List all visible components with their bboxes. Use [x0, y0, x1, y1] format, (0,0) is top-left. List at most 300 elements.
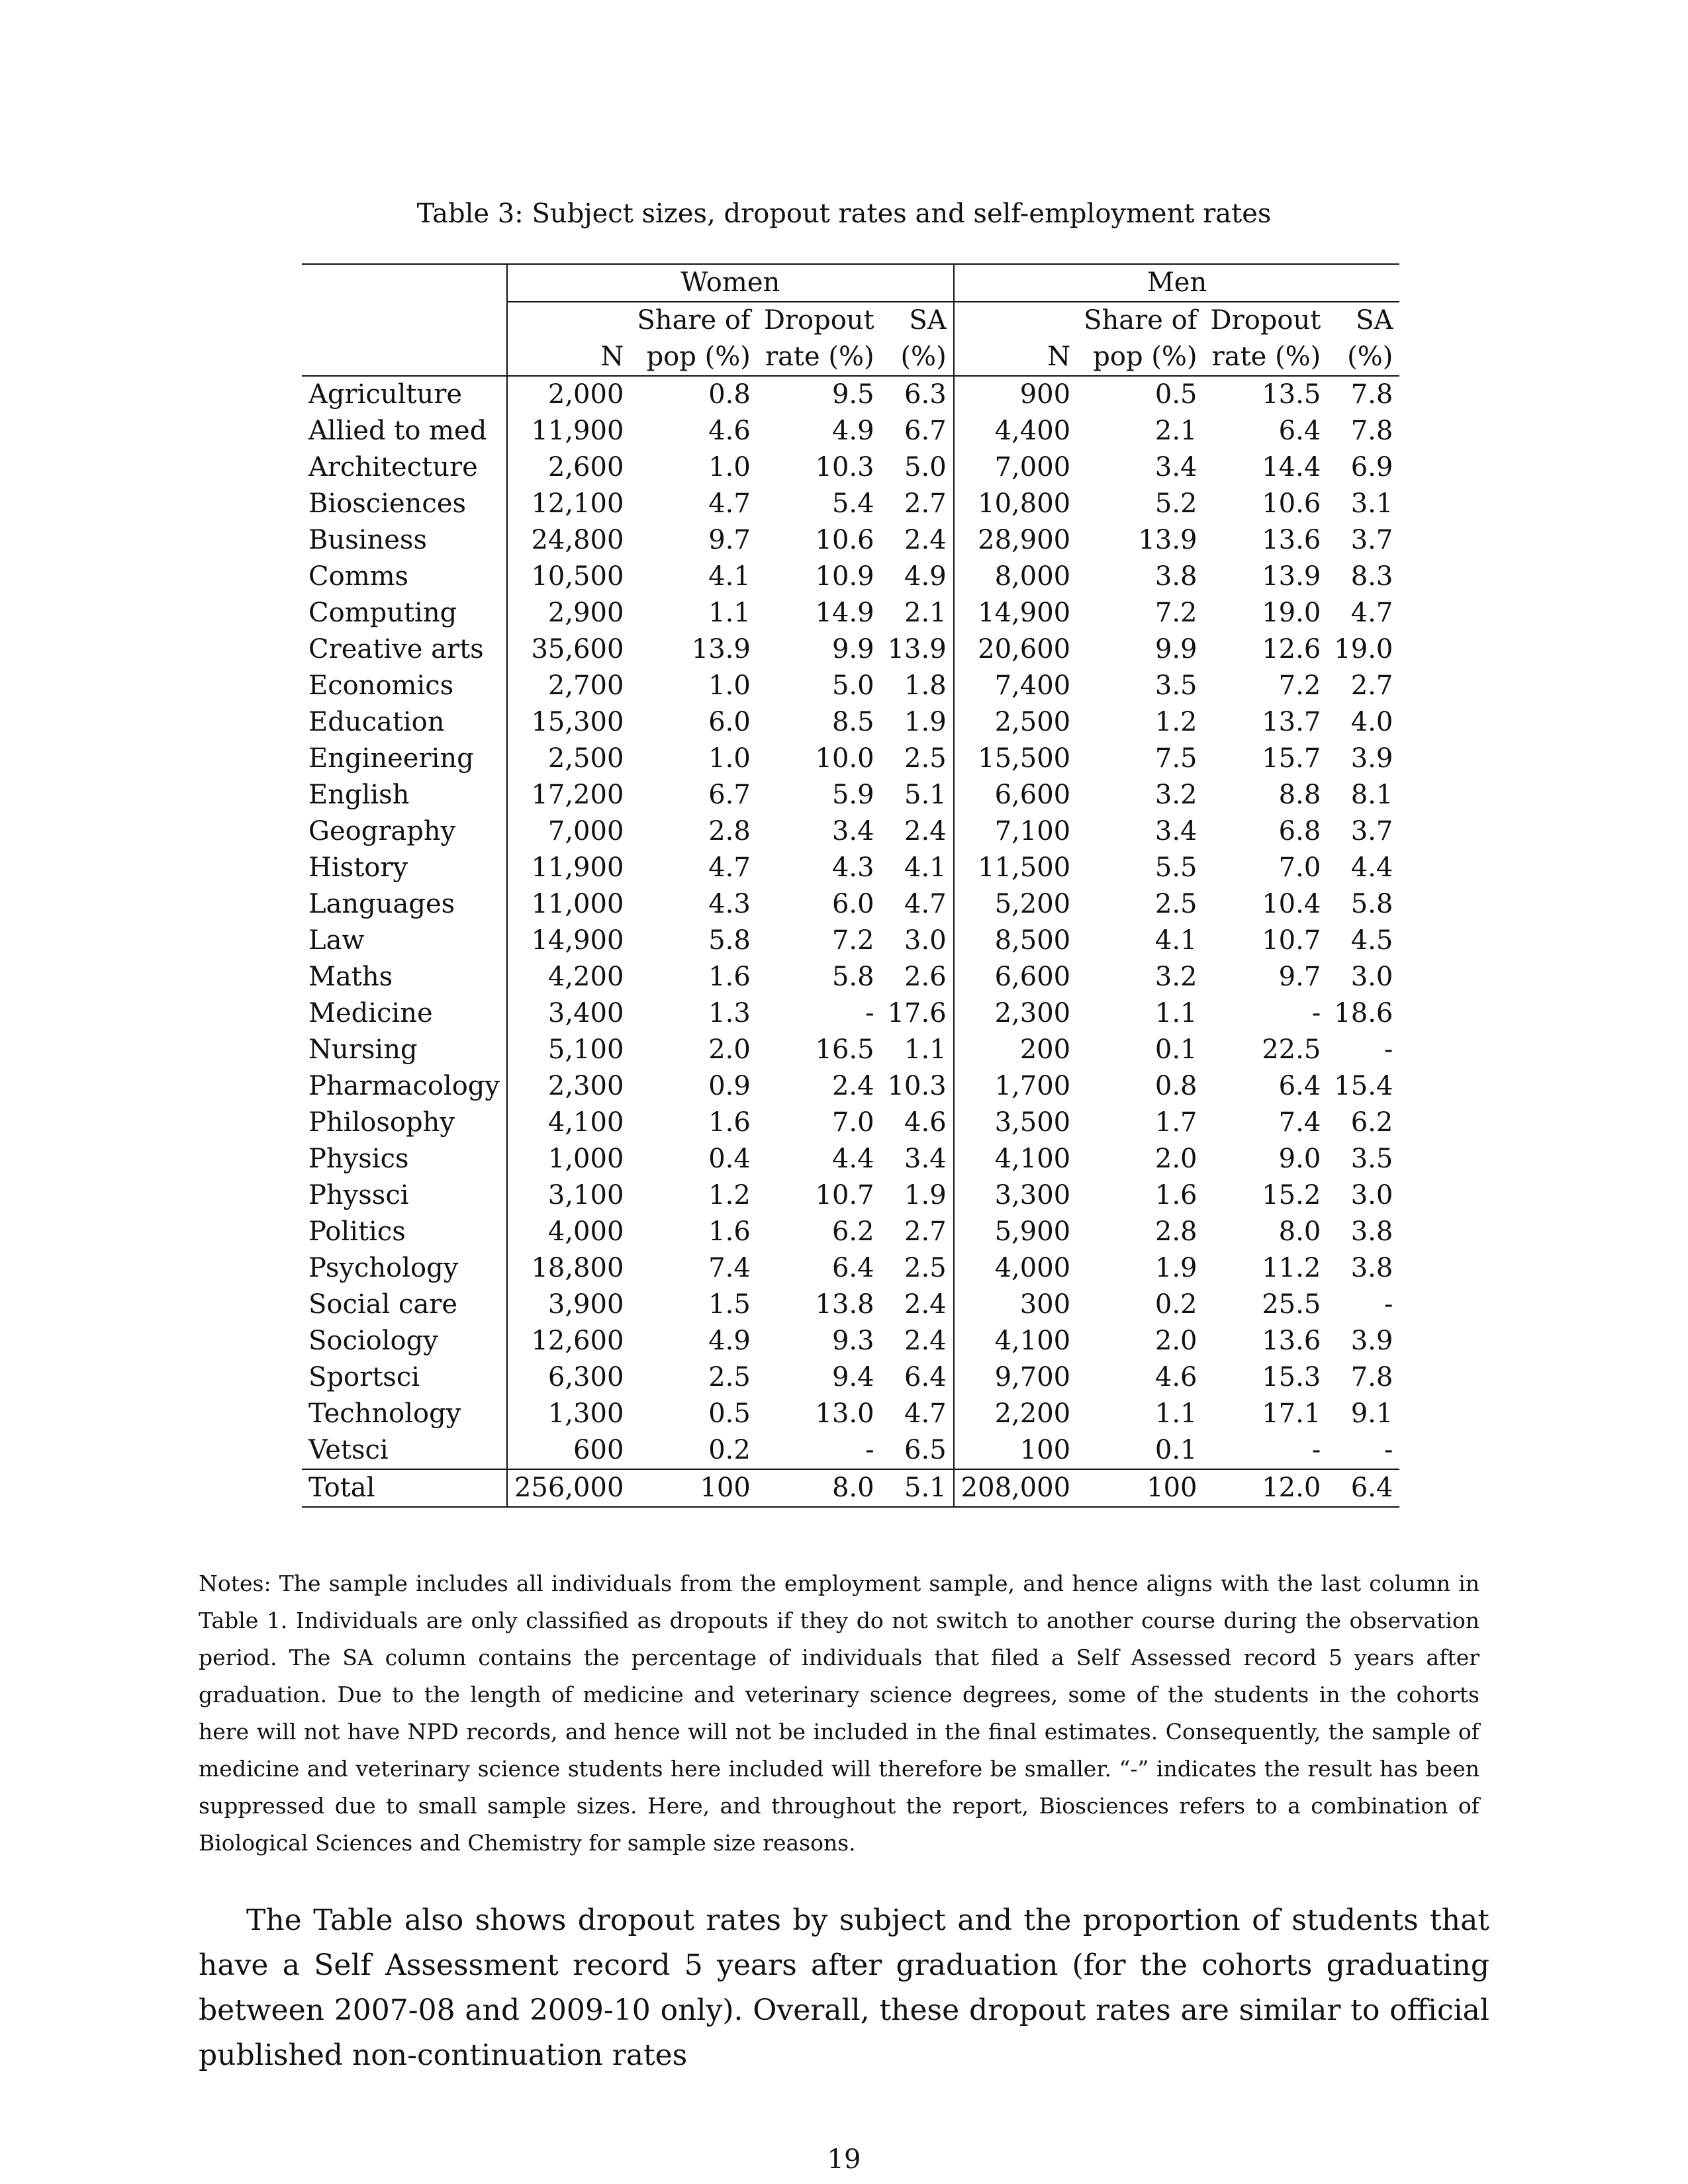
table-row	[302, 1214, 1399, 1250]
women-sa-cell: 2.1	[904, 598, 947, 628]
men-dropout-cell: 13.9	[1262, 561, 1321, 592]
subject-cell: Agriculture	[308, 379, 462, 410]
men-dropout-cell: 25.5	[1262, 1289, 1321, 1320]
women-share-cell: 1.1	[708, 598, 751, 628]
table-row	[302, 995, 1399, 1032]
women-share-cell: 6.0	[708, 707, 751, 737]
women-sa-cell: 1.9	[904, 1180, 947, 1210]
women-sa-cell: 6.5	[904, 1435, 947, 1465]
men-share-cell: 1.9	[1154, 1253, 1197, 1283]
men-n-cell: 5,900	[954, 1214, 1077, 1250]
women-share-cell: 1.6	[708, 962, 751, 992]
women-dropout-cell: 3.4	[831, 816, 874, 846]
subject-cell: Pharmacology	[308, 1071, 500, 1101]
women-n-cell: 2,600	[507, 449, 630, 486]
table-row	[302, 1432, 1399, 1469]
women-share-cell: 1.0	[708, 452, 751, 482]
women-share-cell: 4.1	[708, 561, 751, 592]
women-n-cell: 600	[507, 1432, 630, 1469]
table-row	[302, 1287, 1399, 1323]
men-share-header-2: pop (%)	[1077, 339, 1203, 376]
body-paragraph	[199, 1898, 1489, 2078]
men-sa-cell: 3.8	[1350, 1216, 1393, 1247]
men-sa-cell: 7.8	[1350, 379, 1393, 410]
women-dropout-cell: 10.6	[815, 525, 874, 555]
table-row	[302, 668, 1399, 704]
women-dropout-cell: 16.5	[815, 1034, 874, 1065]
subject-cell: Physics	[308, 1144, 409, 1174]
subject-cell: Psychology	[308, 1253, 459, 1283]
subject-cell: Politics	[308, 1216, 406, 1247]
women-n-cell: 3,100	[507, 1177, 630, 1214]
men-dropout-cell: 9.7	[1278, 962, 1321, 992]
women-dropout-header-2: rate (%)	[757, 339, 881, 376]
women-n-cell: 5,100	[507, 1032, 630, 1068]
women-share-cell: 1.0	[708, 743, 751, 774]
women-sa-cell: 5.0	[904, 452, 947, 482]
men-share-cell: 3.2	[1154, 780, 1197, 810]
men-sa-cell: 15.4	[1334, 1071, 1393, 1101]
women-dropout-cell: 4.9	[831, 416, 874, 446]
men-n-cell: 4,000	[954, 1250, 1077, 1287]
men-n-cell: 2,300	[954, 995, 1077, 1032]
men-dropout-cell: -	[1311, 1435, 1321, 1465]
women-dropout-cell: -	[865, 1435, 874, 1465]
men-n-cell: 20,600	[954, 631, 1077, 668]
women-n-header: N	[507, 339, 630, 376]
table-notes: Notes: The sample includes all individuals from the employment sample, and hence aligns with the last column in Table 1. Individuals are only classified as dropouts if they do not switch to another course during the observation period. The SA column contains the percentage of individuals that filed a Self Assessed record 5 years after graduation. Due to the length of medicine and veterinary science degrees, some of the students in the cohorts here will not have NPD records, and hence will not be included in the final estimates. Consequently, the sample of medicine and veterinary science students here included will therefore be smaller. “-” indicates the result has been suppressed due to small sample sizes. Here, and throughout the report, Biosciences refers to a combination of Biological Sciences and Chemistry for sample size reasons.	[199, 1570, 1479, 1856]
subject-cell: Philosophy	[308, 1107, 455, 1138]
women-share-cell: 4.9	[708, 1326, 751, 1356]
women-share-cell: 0.5	[708, 1398, 751, 1429]
men-share-cell: 4.1	[1154, 925, 1197, 956]
men-sa-header: SA	[1356, 305, 1393, 336]
men-share-cell: 0.5	[1154, 379, 1197, 410]
women-dropout-cell: 6.2	[831, 1216, 874, 1247]
women-dropout-cell: 10.9	[815, 561, 874, 592]
subject-cell: Physsci	[308, 1180, 409, 1210]
men-n-cell: 6,600	[954, 959, 1077, 995]
women-sa-cell: 6.4	[904, 1362, 947, 1392]
men-n-cell: 4,100	[954, 1323, 1077, 1359]
women-dropout-cell: 7.2	[831, 925, 874, 956]
table-row	[302, 595, 1399, 631]
total-men-dropout: 12.0	[1204, 1469, 1328, 1507]
women-share-cell: 4.6	[708, 416, 751, 446]
women-dropout-cell: 4.3	[831, 852, 874, 883]
women-sa-cell: 6.7	[904, 416, 947, 446]
men-share-cell: 1.6	[1154, 1180, 1197, 1210]
subject-cell: Computing	[308, 598, 457, 628]
men-dropout-cell: 12.6	[1262, 634, 1321, 664]
men-sa-cell: 3.5	[1350, 1144, 1393, 1174]
men-n-cell: 10,800	[954, 486, 1077, 522]
men-dropout-cell: 7.0	[1278, 852, 1321, 883]
men-sa-cell: 6.9	[1350, 452, 1393, 482]
women-sa-cell: 2.4	[904, 1289, 947, 1320]
table-row	[302, 741, 1399, 777]
men-n-cell: 6,600	[954, 777, 1077, 813]
women-sa-cell: 1.1	[904, 1034, 947, 1065]
men-dropout-cell: 17.1	[1262, 1398, 1321, 1429]
men-dropout-cell: 8.0	[1278, 1216, 1321, 1247]
women-n-cell: 24,800	[507, 522, 630, 559]
men-n-cell: 1,700	[954, 1068, 1077, 1105]
table-total-row	[302, 1469, 1399, 1507]
men-n-cell: 2,500	[954, 704, 1077, 741]
women-share-cell: 1.6	[708, 1107, 751, 1138]
subject-cell: Vetsci	[308, 1435, 389, 1465]
women-dropout-cell: 5.4	[831, 488, 874, 519]
women-share-cell: 2.0	[708, 1034, 751, 1065]
women-dropout-cell: 5.8	[831, 962, 874, 992]
men-sa-cell: 3.7	[1350, 816, 1393, 846]
table-row	[302, 813, 1399, 850]
subject-cell: Law	[308, 925, 365, 956]
total-men-sa: 6.4	[1327, 1469, 1399, 1507]
men-sa-cell: -	[1383, 1034, 1393, 1065]
total-women-share: 100	[630, 1469, 757, 1507]
men-dropout-cell: 6.4	[1278, 1071, 1321, 1101]
men-dropout-cell: 7.4	[1278, 1107, 1321, 1138]
men-sa-cell: 3.0	[1350, 1180, 1393, 1210]
women-share-header-2: pop (%)	[630, 339, 757, 376]
men-share-cell: 0.2	[1154, 1289, 1197, 1320]
men-n-cell: 2,200	[954, 1396, 1077, 1432]
men-share-cell: 2.0	[1154, 1326, 1197, 1356]
men-dropout-cell: 9.0	[1278, 1144, 1321, 1174]
subject-cell: Business	[308, 525, 427, 555]
men-dropout-cell: 13.6	[1262, 1326, 1321, 1356]
women-n-cell: 18,800	[507, 1250, 630, 1287]
men-share-cell: 0.1	[1154, 1435, 1197, 1465]
men-share-cell: 2.5	[1154, 889, 1197, 919]
women-share-cell: 1.3	[708, 998, 751, 1028]
total-women-dropout: 8.0	[757, 1469, 881, 1507]
women-dropout-cell: 7.0	[831, 1107, 874, 1138]
women-n-cell: 4,100	[507, 1105, 630, 1141]
table-row	[302, 777, 1399, 813]
women-n-cell: 2,000	[507, 376, 630, 413]
men-share-cell: 2.1	[1154, 416, 1197, 446]
women-sa-cell: 2.5	[904, 1253, 947, 1283]
men-n-cell: 7,000	[954, 449, 1077, 486]
total-women-n: 256,000	[507, 1469, 630, 1507]
women-n-cell: 10,500	[507, 559, 630, 595]
men-share-cell: 4.6	[1154, 1362, 1197, 1392]
men-sa-cell: 9.1	[1350, 1398, 1393, 1429]
table-row	[302, 631, 1399, 668]
men-share-cell: 3.8	[1154, 561, 1197, 592]
men-sa-cell: 3.7	[1350, 525, 1393, 555]
women-n-cell: 11,900	[507, 850, 630, 886]
men-n-cell: 15,500	[954, 741, 1077, 777]
men-sa-cell: 2.7	[1350, 670, 1393, 701]
men-sa-cell: 3.0	[1350, 962, 1393, 992]
men-sa-cell: 4.5	[1350, 925, 1393, 956]
men-dropout-cell: 15.3	[1262, 1362, 1321, 1392]
men-sa-cell: 4.0	[1350, 707, 1393, 737]
men-dropout-header-2: rate (%)	[1204, 339, 1328, 376]
empty-header-cell	[302, 264, 507, 302]
men-sa-cell: 6.2	[1350, 1107, 1393, 1138]
subject-cell: Technology	[308, 1398, 461, 1429]
table-row	[302, 449, 1399, 486]
women-sa-cell: 3.4	[904, 1144, 947, 1174]
men-share-cell: 3.4	[1154, 452, 1197, 482]
men-n-cell: 3,300	[954, 1177, 1077, 1214]
subject-cell: English	[308, 780, 410, 810]
table-row	[302, 959, 1399, 995]
men-share-cell: 7.2	[1154, 598, 1197, 628]
subject-cell: Comms	[308, 561, 409, 592]
table-row	[302, 559, 1399, 595]
men-share-cell: 3.4	[1154, 816, 1197, 846]
men-n-cell: 3,500	[954, 1105, 1077, 1141]
women-sa-cell: 4.7	[904, 1398, 947, 1429]
men-sa-cell: -	[1383, 1289, 1393, 1320]
men-sa-cell: 7.8	[1350, 416, 1393, 446]
men-n-cell: 14,900	[954, 595, 1077, 631]
women-n-cell: 7,000	[507, 813, 630, 850]
subject-cell: Sociology	[308, 1326, 438, 1356]
men-n-cell: 300	[954, 1287, 1077, 1323]
women-n-cell: 15,300	[507, 704, 630, 741]
table-row	[302, 1323, 1399, 1359]
men-sa-cell: 18.6	[1334, 998, 1393, 1028]
men-dropout-cell: 15.2	[1262, 1180, 1321, 1210]
women-sa-cell: 10.3	[887, 1071, 947, 1101]
women-n-cell: 2,300	[507, 1068, 630, 1105]
table-row	[302, 1359, 1399, 1396]
men-n-header: N	[954, 339, 1077, 376]
women-share-cell: 2.5	[708, 1362, 751, 1392]
women-sa-cell: 2.7	[904, 1216, 947, 1247]
women-n-cell: 2,900	[507, 595, 630, 631]
women-share-cell: 1.2	[708, 1180, 751, 1210]
women-dropout-cell: 6.0	[831, 889, 874, 919]
total-men-n: 208,000	[954, 1469, 1077, 1507]
men-n-cell: 8,000	[954, 559, 1077, 595]
men-sa-cell: 3.1	[1350, 488, 1393, 519]
men-n-cell: 7,100	[954, 813, 1077, 850]
men-share-cell: 5.5	[1154, 852, 1197, 883]
table-group-header-row	[302, 264, 1399, 302]
men-n-cell: 9,700	[954, 1359, 1077, 1396]
men-dropout-cell: 6.4	[1278, 416, 1321, 446]
women-sa-cell: 4.1	[904, 852, 947, 883]
women-share-cell: 6.7	[708, 780, 751, 810]
women-dropout-cell: 14.9	[815, 598, 874, 628]
men-sa-cell: 5.8	[1350, 889, 1393, 919]
women-dropout-cell: 13.0	[815, 1398, 874, 1429]
men-share-header: Share of	[1084, 305, 1197, 336]
men-share-cell: 1.2	[1154, 707, 1197, 737]
men-n-cell: 11,500	[954, 850, 1077, 886]
table-header-row-2	[302, 339, 1399, 376]
women-sa-header-2: (%)	[881, 339, 954, 376]
women-dropout-cell: 9.9	[831, 634, 874, 664]
women-sa-cell: 13.9	[887, 634, 947, 664]
men-n-cell: 4,400	[954, 413, 1077, 449]
men-dropout-cell: 8.8	[1278, 780, 1321, 810]
subject-cell: Maths	[308, 962, 393, 992]
women-dropout-cell: 9.5	[831, 379, 874, 410]
men-share-cell: 0.1	[1154, 1034, 1197, 1065]
men-share-cell: 3.5	[1154, 670, 1197, 701]
women-n-cell: 1,300	[507, 1396, 630, 1432]
men-share-cell: 2.8	[1154, 1216, 1197, 1247]
men-dropout-cell: 10.4	[1262, 889, 1321, 919]
women-dropout-cell: 9.4	[831, 1362, 874, 1392]
subject-cell: Medicine	[308, 998, 433, 1028]
women-sa-cell: 5.1	[904, 780, 947, 810]
table-row	[302, 1068, 1399, 1105]
men-dropout-cell: 13.7	[1262, 707, 1321, 737]
subject-cell: Creative arts	[308, 634, 484, 664]
women-n-cell: 3,400	[507, 995, 630, 1032]
men-dropout-cell: -	[1311, 998, 1321, 1028]
men-n-cell: 8,500	[954, 923, 1077, 959]
men-n-cell: 7,400	[954, 668, 1077, 704]
subject-cell: Engineering	[308, 743, 474, 774]
women-n-cell: 2,500	[507, 741, 630, 777]
women-n-cell: 17,200	[507, 777, 630, 813]
women-share-cell: 1.0	[708, 670, 751, 701]
women-sa-cell: 2.7	[904, 488, 947, 519]
men-n-cell: 28,900	[954, 522, 1077, 559]
table-row	[302, 1032, 1399, 1068]
men-sa-cell: -	[1383, 1435, 1393, 1465]
women-share-cell: 1.5	[708, 1289, 751, 1320]
table-header-row-1	[302, 302, 1399, 339]
women-share-cell: 4.7	[708, 852, 751, 883]
women-share-cell: 9.7	[708, 525, 751, 555]
men-share-cell: 1.7	[1154, 1107, 1197, 1138]
total-women-sa: 5.1	[881, 1469, 954, 1507]
women-n-cell: 4,000	[507, 1214, 630, 1250]
women-sa-cell: 2.4	[904, 816, 947, 846]
subject-cell: History	[308, 852, 408, 883]
women-sa-cell: 1.8	[904, 670, 947, 701]
body-paragraph-text: The Table also shows dropout rates by subject and the proportion of students that have a Self Assessment record 5 years after graduation (for the cohorts graduating between 2007-08 and 2009-10 only). Overall, these dropout rates are similar to official published non-continuation rates	[199, 1903, 1489, 2072]
men-sa-cell: 7.8	[1350, 1362, 1393, 1392]
women-dropout-cell: -	[865, 998, 874, 1028]
table-row	[302, 522, 1399, 559]
men-dropout-cell: 10.7	[1262, 925, 1321, 956]
men-dropout-cell: 14.4	[1262, 452, 1321, 482]
men-sa-cell: 3.9	[1350, 743, 1393, 774]
men-dropout-header: Dropout	[1210, 305, 1321, 336]
men-share-cell: 5.2	[1154, 488, 1197, 519]
women-dropout-header: Dropout	[763, 305, 874, 336]
table-row	[302, 1177, 1399, 1214]
subject-cell: Economics	[308, 670, 454, 701]
women-sa-cell: 4.7	[904, 889, 947, 919]
women-dropout-cell: 13.8	[815, 1289, 874, 1320]
table-body	[302, 376, 1399, 1469]
women-share-cell: 0.2	[708, 1435, 751, 1465]
men-share-cell: 1.1	[1154, 998, 1197, 1028]
women-n-cell: 11,900	[507, 413, 630, 449]
men-sa-cell: 3.8	[1350, 1253, 1393, 1283]
women-sa-header: SA	[909, 305, 947, 336]
women-share-cell: 7.4	[708, 1253, 751, 1283]
men-share-cell: 13.9	[1138, 525, 1197, 555]
men-dropout-cell: 22.5	[1262, 1034, 1321, 1065]
women-share-cell: 4.7	[708, 488, 751, 519]
table-row	[302, 850, 1399, 886]
page-number: 19	[827, 2144, 861, 2175]
women-n-cell: 2,700	[507, 668, 630, 704]
men-share-cell: 2.0	[1154, 1144, 1197, 1174]
men-group-header: Men	[954, 264, 1400, 302]
men-dropout-cell: 13.5	[1262, 379, 1321, 410]
men-dropout-cell: 19.0	[1262, 598, 1321, 628]
women-dropout-cell: 10.0	[815, 743, 874, 774]
women-group-header: Women	[507, 264, 954, 302]
women-n-cell: 4,200	[507, 959, 630, 995]
table-row	[302, 413, 1399, 449]
total-men-share: 100	[1077, 1469, 1203, 1507]
subject-cell: Social care	[308, 1289, 458, 1320]
women-dropout-cell: 6.4	[831, 1253, 874, 1283]
men-n-cell: 900	[954, 376, 1077, 413]
men-dropout-cell: 10.6	[1262, 488, 1321, 519]
women-dropout-cell: 5.9	[831, 780, 874, 810]
women-sa-cell: 2.4	[904, 525, 947, 555]
table-caption: Table 3: Subject sizes, dropout rates and self-employment rates	[416, 199, 1272, 229]
subject-cell: Allied to med	[308, 416, 487, 446]
table-row	[302, 376, 1399, 413]
men-n-cell: 100	[954, 1432, 1077, 1469]
men-sa-cell: 3.9	[1350, 1326, 1393, 1356]
subject-table	[302, 263, 1399, 1508]
men-share-cell: 0.8	[1154, 1071, 1197, 1101]
men-share-cell: 7.5	[1154, 743, 1197, 774]
women-sa-cell: 2.5	[904, 743, 947, 774]
men-share-cell: 1.1	[1154, 1398, 1197, 1429]
men-sa-cell: 19.0	[1334, 634, 1393, 664]
men-n-cell: 4,100	[954, 1141, 1077, 1177]
women-share-cell: 1.6	[708, 1216, 751, 1247]
women-share-cell: 0.9	[708, 1071, 751, 1101]
men-sa-cell: 4.4	[1350, 852, 1393, 883]
women-dropout-cell: 8.5	[831, 707, 874, 737]
men-dropout-cell: 11.2	[1262, 1253, 1321, 1283]
table-row	[302, 1105, 1399, 1141]
table-row	[302, 1250, 1399, 1287]
subject-cell: Geography	[308, 816, 456, 846]
women-share-cell: 13.9	[691, 634, 751, 664]
men-n-cell: 5,200	[954, 886, 1077, 923]
men-dropout-cell: 7.2	[1278, 670, 1321, 701]
women-n-cell: 12,600	[507, 1323, 630, 1359]
women-sa-cell: 1.9	[904, 707, 947, 737]
table-row	[302, 886, 1399, 923]
women-dropout-cell: 5.0	[831, 670, 874, 701]
women-dropout-cell: 10.3	[815, 452, 874, 482]
men-share-cell: 3.2	[1154, 962, 1197, 992]
table-row	[302, 1141, 1399, 1177]
women-n-cell: 1,000	[507, 1141, 630, 1177]
men-n-cell: 200	[954, 1032, 1077, 1068]
women-share-cell: 0.4	[708, 1144, 751, 1174]
men-dropout-cell: 13.6	[1262, 525, 1321, 555]
women-n-cell: 11,000	[507, 886, 630, 923]
women-n-cell: 6,300	[507, 1359, 630, 1396]
table-row	[302, 486, 1399, 522]
